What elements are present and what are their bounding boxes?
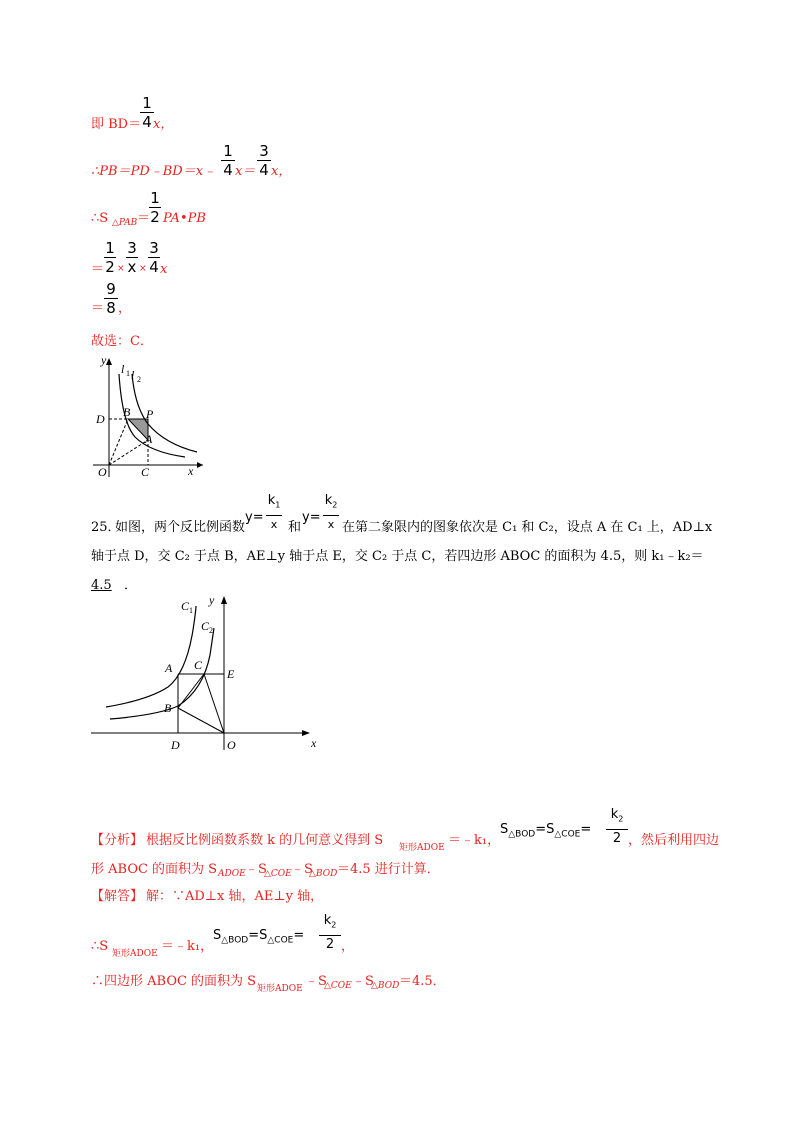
line1-suffix: x，: [153, 117, 174, 132]
fraction-k2-over-2: $k_2$ 2: [319, 913, 341, 953]
problem-text-line2: 轴于点 D，交 C₂ 于点 B，AE⊥y 轴于点 E，交 C₂ 于点 C，若四边形 ABOC 的面积为 4.5，则 k₁﹣k₂＝: [91, 549, 704, 564]
dashed-line-ob: [109, 419, 128, 465]
function-1-lhs: y=: [245, 510, 264, 525]
solution-tag: 【解答】: [91, 889, 144, 904]
and-word: 和: [288, 520, 302, 535]
analysis-text-3: ，然后利用四边: [628, 833, 720, 848]
analysis-formula: $S_{\triangle BOD}=S_{\triangle COE}=$: [500, 822, 592, 840]
line5-eq: ＝: [91, 301, 105, 316]
solution-sub: △BOD: [371, 981, 400, 991]
analysis-text-2: ＝﹣k₁，: [448, 833, 501, 848]
fraction-k2-over-x: $k_2$ x: [324, 493, 338, 531]
problem-text-b: 在第二象限内的图象依次是 C₁ 和 C₂，设点 A 在 C₁ 上，AD⊥x: [342, 520, 713, 535]
label-sub: 2: [137, 375, 141, 384]
analysis-sub: △BOD: [309, 869, 338, 879]
solution-line2-prefix: ∴S: [91, 939, 109, 954]
label-sub: 1: [126, 369, 130, 378]
solution-formula: $S_{\triangle BOD}=S_{\triangle COE}=$: [213, 928, 305, 946]
label-e: E: [227, 667, 235, 681]
line3-suffix: PA•PB: [163, 211, 206, 226]
answer-blank: 4.5: [91, 578, 112, 593]
fraction-3-4: 3 4: [149, 239, 159, 276]
curve-l2: [132, 374, 197, 452]
solution-sub: 矩形ADOE: [257, 984, 303, 994]
problem-text-a: 如图，两个反比例函数: [115, 520, 246, 535]
answer-choice: 故选：C．: [91, 334, 153, 349]
analysis-end: ＝4.5 进行计算．: [337, 862, 440, 877]
fraction-3-4: 3 4: [257, 143, 271, 178]
solution-text-1: 解：∵AD⊥x 轴，AE⊥y 轴，: [146, 889, 324, 904]
solution-sub: 矩形ADOE: [112, 949, 158, 959]
times-sign: ×: [117, 264, 125, 274]
line2-mid: x＝: [235, 164, 256, 179]
line3-eq: ＝: [137, 211, 151, 226]
period: ．: [124, 578, 138, 593]
label-a: A: [165, 661, 173, 675]
analysis-minus: ﹣S: [291, 862, 313, 877]
label-c: C: [141, 465, 150, 479]
label-x: x: [311, 736, 317, 750]
solution-line3-prefix: ∴四边形 ABOC 的面积为 S: [91, 974, 257, 989]
solution-line2-mid: ＝﹣k₁，: [161, 939, 214, 954]
line4-suffix: x: [160, 262, 168, 277]
analysis-minus: ﹣S: [245, 862, 267, 877]
solution-minus: ﹣S: [352, 974, 374, 989]
label-o: O: [227, 738, 236, 750]
fraction-1-2: 1 2: [150, 189, 160, 226]
line3-sub: △PAB: [112, 218, 138, 228]
function-2-lhs: y=: [302, 510, 321, 525]
label-c1: C: [181, 599, 190, 613]
line1-prefix: 即 BD＝: [91, 117, 142, 132]
label-sub: 2: [209, 626, 213, 635]
fraction-1-4: 1 4: [140, 95, 154, 130]
fraction-1-4: 1 4: [221, 143, 235, 178]
label-c: C: [194, 658, 203, 672]
fraction-k1-over-x: $k_1$ x: [267, 493, 281, 531]
label-o: O: [98, 465, 107, 479]
figure-2-graph: [88, 590, 328, 750]
analysis-line-2: 形 ABOC 的面积为 S: [91, 862, 218, 877]
y-arrow-icon: [221, 596, 227, 604]
label-d: D: [171, 738, 180, 750]
fraction-3-x: 3 x: [127, 239, 137, 276]
analysis-text-1: 根据反比例函数系数 k 的几何意义得到 S: [146, 833, 384, 848]
label-a: A: [145, 432, 153, 446]
fraction-1-2: 1 2: [105, 239, 115, 276]
problem-number: 25．: [91, 520, 121, 535]
solution-sub: △COE: [324, 981, 352, 991]
analysis-tag: 【分析】: [91, 833, 144, 848]
label-sub: 1: [189, 606, 193, 615]
x-arrow-icon: [302, 730, 310, 736]
solution-minus: ﹣S: [305, 974, 327, 989]
line5-suffix: ，: [118, 301, 132, 316]
analysis-sub: ADOE: [218, 869, 246, 879]
line2-prefix: ∴PB＝PD﹣BD＝x﹣: [91, 164, 217, 179]
solution-line2-end: ，: [341, 939, 355, 954]
line4-eq: ＝: [91, 262, 105, 277]
analysis-sub-1: 矩形ADOE: [399, 843, 445, 853]
y-arrow-icon: [106, 358, 112, 365]
curve-c1: [106, 606, 196, 707]
dashed-line-oa: [109, 440, 148, 465]
label-y: y: [101, 353, 107, 367]
label-y: y: [209, 593, 215, 607]
line2-suffix: x，: [271, 164, 292, 179]
fraction-k2-over-2: $k_2$ 2: [606, 807, 628, 847]
label-p: P: [146, 407, 154, 421]
label-d: D: [96, 412, 105, 426]
analysis-sub: △COE: [264, 869, 292, 879]
solution-line3-end: ＝4.5．: [399, 974, 446, 989]
times-sign: ×: [139, 264, 147, 274]
label-l: l: [121, 362, 125, 376]
segment-bc: [178, 674, 204, 708]
label-l: l: [131, 368, 135, 382]
fraction-9-8: 9 8: [104, 281, 118, 316]
figure-1-graph: [85, 352, 215, 482]
line3-prefix: ∴S: [91, 211, 109, 226]
label-b: B: [164, 701, 172, 715]
label-c2: C: [201, 619, 210, 633]
x-arrow-icon: [197, 462, 203, 468]
label-b: B: [123, 405, 131, 419]
label-x: x: [188, 464, 194, 478]
